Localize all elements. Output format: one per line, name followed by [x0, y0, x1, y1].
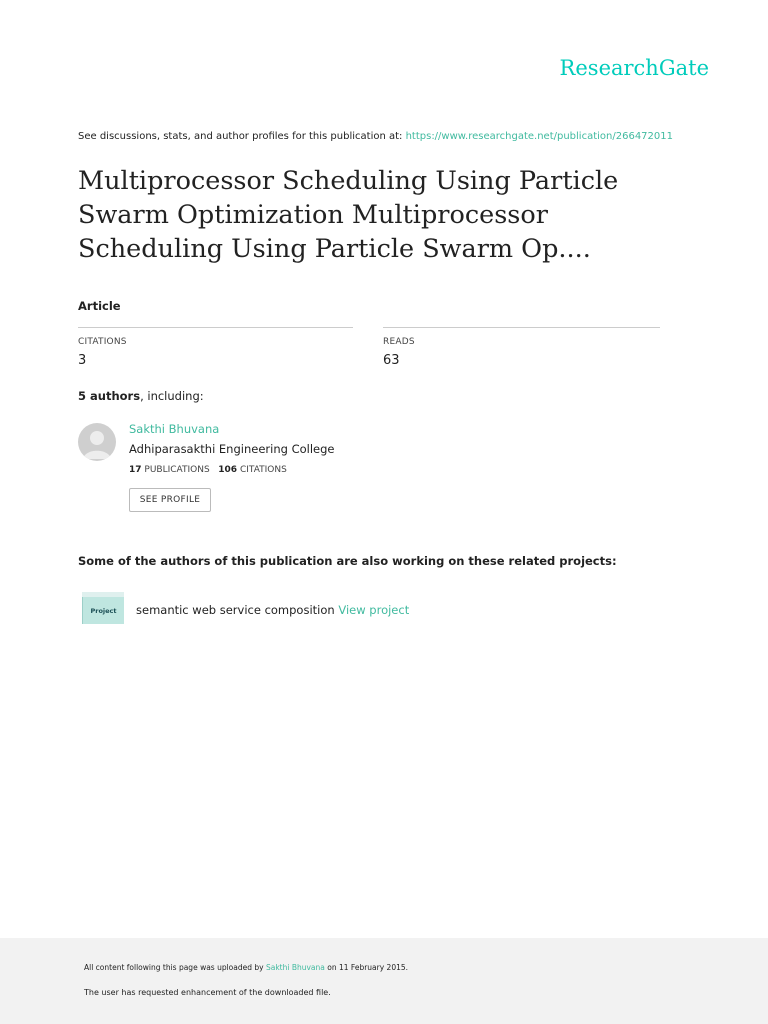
- project-item: [136, 603, 409, 617]
- avatar[interactable]: [78, 423, 116, 461]
- authors-summary: [78, 389, 204, 403]
- citations-value: 3: [78, 353, 87, 368]
- publication-title: Multiprocessor Scheduling Using Particle Swarm Optimization Multiprocessor Scheduling Using Particle Swarm Op....: [78, 166, 619, 264]
- project-folder-icon: [82, 592, 124, 624]
- authors-suffix: , including:: [140, 389, 204, 403]
- publication-link[interactable]: https://www.researchgate.net/publication/266472011: [405, 131, 673, 142]
- user-silhouette-icon: [78, 423, 116, 461]
- author-citations-count: 106: [218, 465, 238, 475]
- discussion-text: See discussions, stats, and author profiles for this publication at:: [78, 131, 406, 142]
- author-name-link[interactable]: Sakthi Bhuvana: [129, 422, 220, 436]
- footer: [0, 938, 768, 1024]
- citations-stat: [78, 327, 353, 368]
- reads-label: READS: [383, 337, 415, 347]
- reads-value: 63: [383, 353, 400, 368]
- footer-uploader-link[interactable]: Sakthi Bhuvana: [265, 963, 325, 972]
- authors-count: 5 authors: [78, 389, 141, 403]
- footer-upload-prefix: All content following this page was uploaded by: [84, 963, 266, 972]
- citations-label: CITATIONS: [78, 337, 127, 347]
- author-publications-count: 17: [129, 465, 142, 475]
- project-icon-label: Project: [90, 606, 117, 615]
- author-citations-label: CITATIONS: [239, 465, 287, 475]
- footer-upload-suffix: on 11 February 2015.: [324, 963, 409, 972]
- project-title: semantic web service composition: [136, 603, 339, 617]
- view-project-link[interactable]: View project: [338, 603, 410, 617]
- author-publications-label: PUBLICATIONS: [144, 465, 210, 475]
- publication-type: Article: [78, 299, 121, 313]
- footer-upload-line: [84, 963, 408, 972]
- related-projects-heading: Some of the authors of this publication are also working on these related projects:: [78, 554, 617, 568]
- researchgate-logo[interactable]: ResearchGate: [559, 56, 709, 80]
- see-profile-button[interactable]: SEE PROFILE: [129, 488, 211, 512]
- author-stats: [129, 465, 287, 475]
- discussion-line: [78, 131, 673, 142]
- author-institution: Adhiparasakthi Engineering College: [129, 442, 335, 456]
- reads-stat: [383, 327, 660, 368]
- footer-note: The user has requested enhancement of the downloaded file.: [84, 988, 331, 997]
